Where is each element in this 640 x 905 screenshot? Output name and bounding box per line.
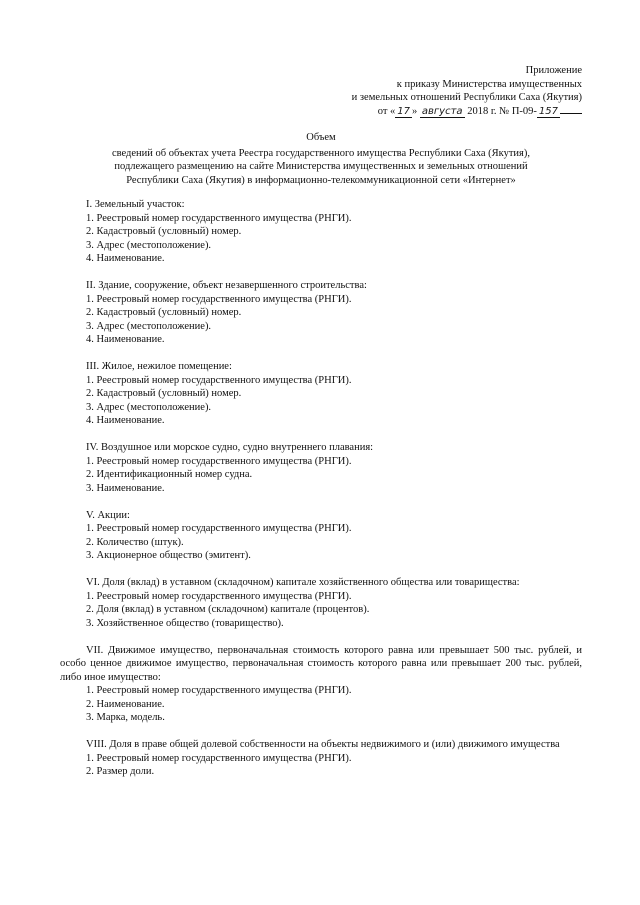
title-heading: Объем [306, 132, 336, 143]
list-item: 4. Наименование. [86, 415, 165, 426]
appendix-title: Приложение [525, 65, 582, 76]
section-building [86, 279, 582, 347]
document-title [60, 131, 582, 187]
section-heading: II. Здание, сооружение, объект незавершенного строительства: [86, 280, 367, 291]
list-item: 1. Реестровый номер государственного имущества (РНГИ). [86, 374, 352, 386]
list-item: 2. Доля (вклад) в уставном (складочном) капитале (процентов). [86, 604, 370, 615]
date-prefix: от « [377, 105, 396, 117]
list-item: 2. Кадастровый (условный) номер. [86, 307, 242, 318]
section-heading: III. Жилое, нежилое помещение: [86, 361, 232, 372]
title-line-3: Республики Саха (Якутия) в информационно-телекоммуникационной сети «Интернет» [126, 174, 516, 186]
document-body [60, 198, 582, 792]
list-item: 1. Реестровый номер государственного имущества (РНГИ). [86, 455, 352, 467]
section-heading: V. Акции: [86, 509, 130, 521]
list-item: 4. Наименование. [86, 253, 165, 264]
list-item: 2. Количество (штук). [86, 536, 184, 548]
section-movable-property [60, 644, 582, 725]
section-vessel [86, 441, 582, 495]
title-line-1: сведений об объектах учета Реестра государственного имущества Республики Саха (Якутия), [111, 147, 531, 159]
list-item: 1. Реестровый номер государственного имущества (РНГИ). [86, 590, 352, 602]
section-land-plot [86, 198, 582, 266]
list-item: 3. Марка, модель. [86, 712, 165, 723]
title-line-2: подлежащего размещению на сайте Министерства имущественных и земельных отношений [114, 161, 528, 172]
list-item: 3. Адрес (местоположение). [86, 239, 212, 251]
section-heading: IV. Воздушное или морское судно, судно внутреннего плавания: [86, 442, 374, 453]
section-heading: VII. Движимое имущество, первоначальная стоимость которого равна или превышает 500 тыс. рублей, и особо ценное движимое имущество, первоначальная стоимость которого равна или превышает 200 тыс. рублей, либо иное имущество: [60, 644, 582, 683]
list-item: 2. Кадастровый (условный) номер. [86, 388, 242, 399]
list-item: 1. Реестровый номер государственного имущества (РНГИ). [86, 293, 352, 305]
order-year-number: 2018 г. № П-09- [467, 105, 537, 117]
section-heading: VI. Доля (вклад) в уставном (складочном) капитале хозяйственного общества или товарищества: [86, 577, 520, 588]
list-item: 2. Размер доли. [86, 766, 155, 777]
list-item: 1. Реестровый номер государственного имущества (РНГИ). [86, 212, 352, 224]
list-item: 3. Акционерное общество (эмитент). [86, 550, 251, 561]
list-item: 3. Наименование. [86, 482, 165, 494]
section-heading: VIII. Доля в праве общей долевой собственности на объекты недвижимого и (или) движимого имущества [86, 739, 560, 750]
section-premises [86, 360, 582, 428]
handwritten-month: августа [421, 105, 463, 117]
list-item: 1. Реестровый номер государственного имущества (РНГИ). [86, 523, 352, 534]
list-item: 1. Реестровый номер государственного имущества (РНГИ). [86, 752, 352, 764]
list-item: 2. Наименование. [86, 698, 165, 710]
date-quote: » [412, 105, 418, 117]
list-item: 3. Адрес (местоположение). [86, 320, 212, 332]
section-shares [86, 509, 582, 563]
section-capital-share [60, 576, 582, 630]
list-item: 2. Идентификационный номер судна. [86, 469, 253, 480]
section-shared-ownership [60, 738, 582, 779]
appendix-header [352, 64, 582, 118]
list-item: 4. Наименование. [86, 334, 165, 345]
handwritten-day: 17 [397, 105, 411, 117]
list-item: 1. Реестровый номер государственного имущества (РНГИ). [86, 685, 352, 696]
handwritten-number: 157 [538, 105, 558, 117]
number-blank [560, 113, 582, 114]
list-item: 3. Адрес (местоположение). [86, 401, 212, 413]
appendix-ministry: и земельных отношений Республики Саха (Якутия) [351, 92, 582, 103]
section-heading: I. Земельный участок: [86, 199, 185, 210]
list-item: 2. Кадастровый (условный) номер. [86, 226, 242, 237]
appendix-order-ref: к приказу Министерства имущественных [396, 78, 582, 90]
list-item: 3. Хозяйственное общество (товарищество). [86, 617, 284, 629]
appendix-order-date [352, 105, 582, 119]
